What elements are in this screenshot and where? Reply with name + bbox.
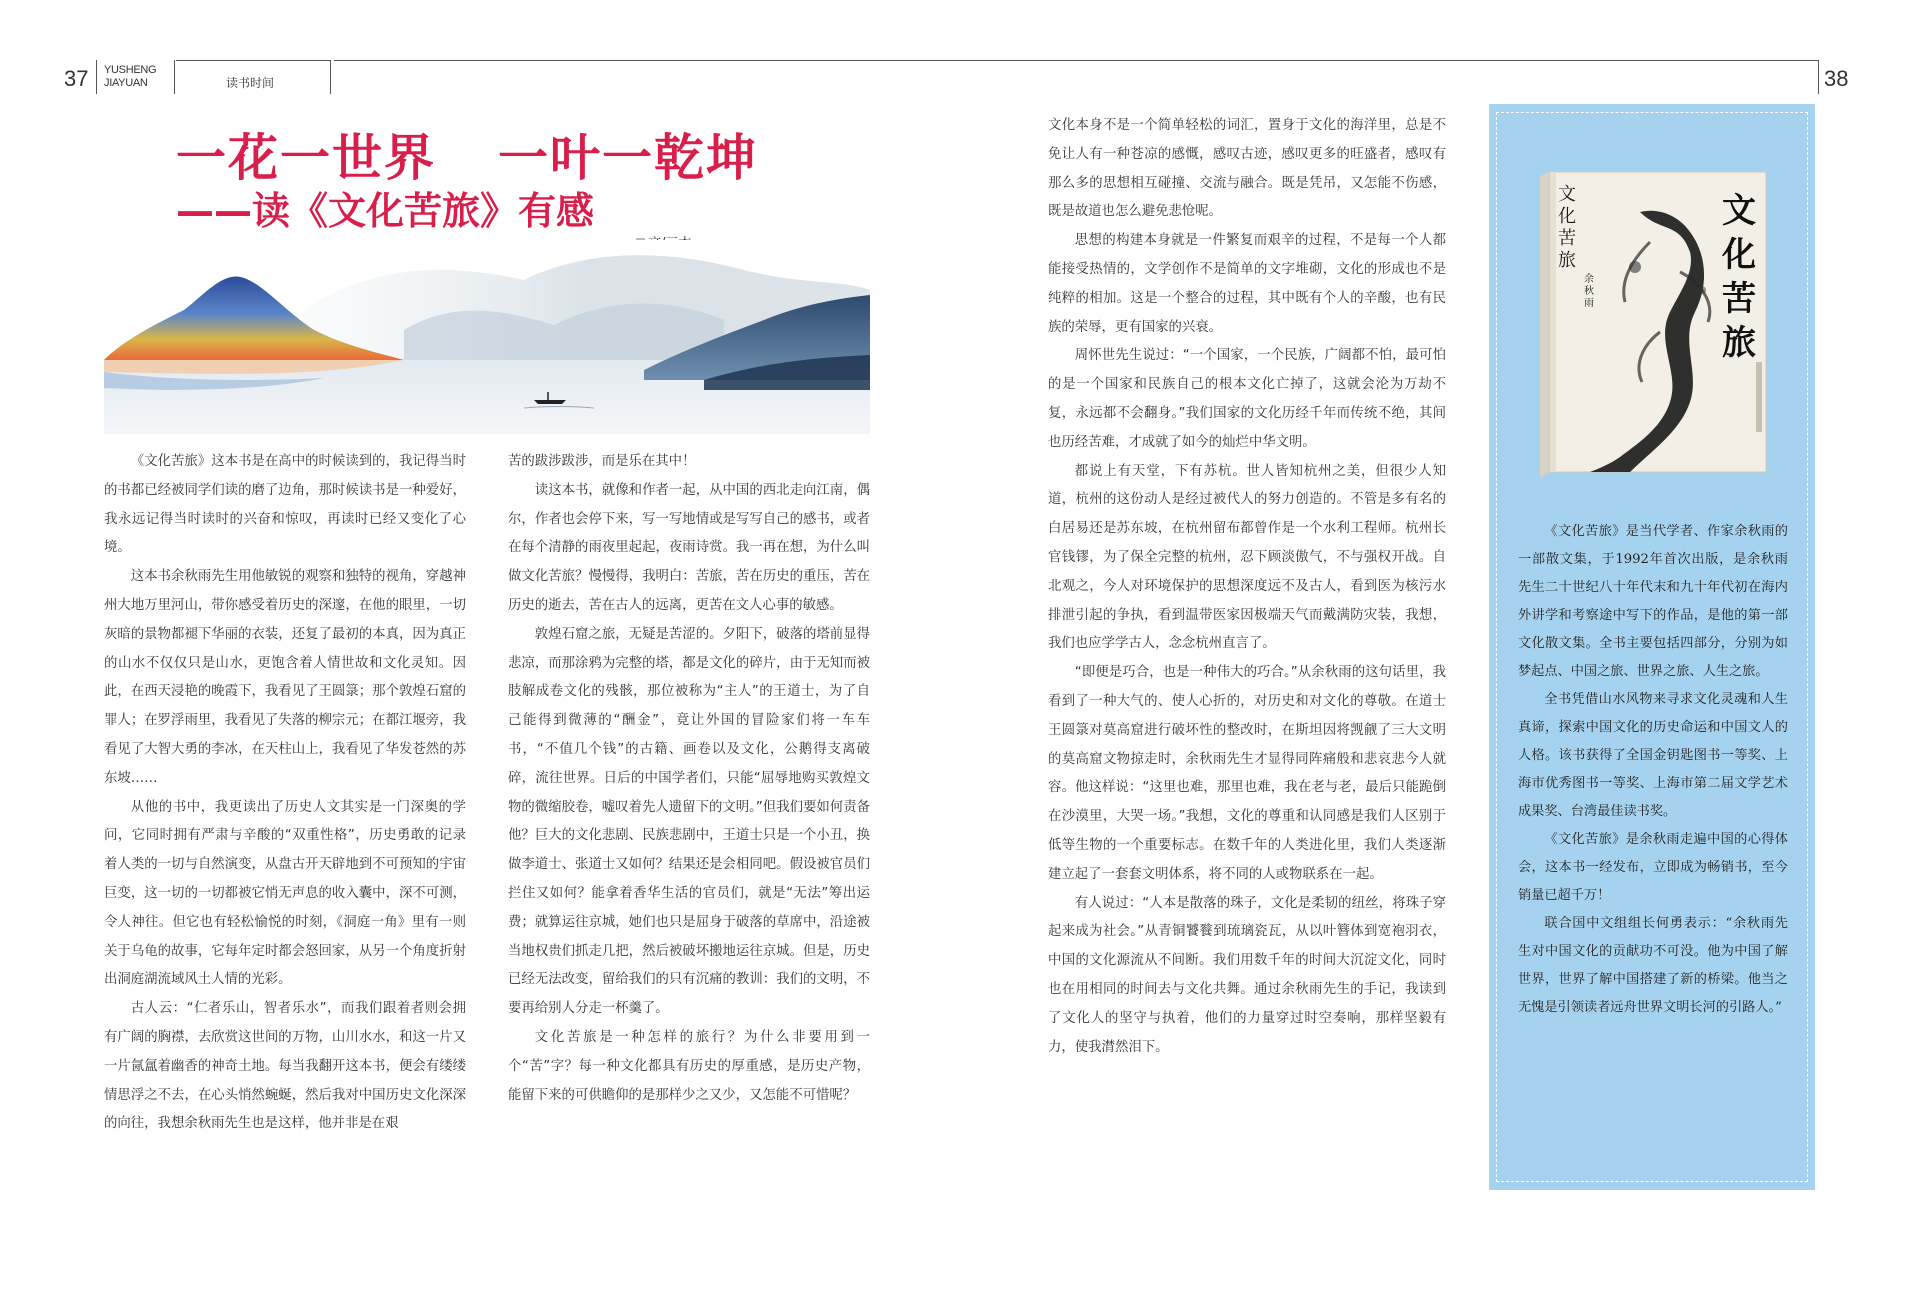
magazine-name-line1: YUSHENG <box>104 64 157 76</box>
book-author-vertical <box>1584 272 1594 309</box>
paragraph: “即便是巧合，也是一种伟大的巧合。”从余秋雨的这句话里，我看到了一种大气的、使人心折的，对历史和对文化的尊敬。在道士王圆箓对莫高窟进行破坏性的整改时，在斯坦因将觊觎了三大文明的莫高窟文物掠走时，余秋雨先生才显得同阵痛般和悲哀悲今人就容。他这样说：“这里也难，那里也难，我在老与老，最后只能跪倒在沙漠里，大哭一场。”我想，文化的尊重和认同感是我们人区别于低等生物的一个重要标志。在数千年的人类进化里，我们人类逐渐建立起了一套套文明体系，将不同的人或物联系在一起。 <box>1048 665 1446 882</box>
book-author-char: 秋 <box>1584 286 1594 297</box>
body-column-1 <box>104 448 466 1139</box>
book-title-char: 文 <box>1558 184 1576 205</box>
paragraph: 苦的跋涉跋涉，而是乐在其中！ <box>508 454 696 469</box>
page-number-right: 38 <box>1824 66 1849 91</box>
sidebar-text <box>1518 518 1788 1022</box>
book-title-char: 化 <box>1558 206 1576 227</box>
header-rule <box>334 60 1818 61</box>
paragraph: 文化苦旅是一种怎样的旅行？为什么非要用到一个“苦”字？每一种文化都具有历史的厚重感，是历史产物，能留下来的可供瞻仰的是那样少之又少，又怎能不可惜呢？ <box>508 1029 870 1103</box>
sidebar-paragraph: 《文化苦旅》是当代学者、作家余秋雨的一部散文集，于1992年首次出版，是余秋雨先生二十世纪八十年代末和九十年代初在海内外讲学和考察途中写下的作品，是他的第一部文化散文集。全书主要包括四部分，分别为如梦起点、中国之旅、世界之旅、人生之旅。 <box>1518 524 1788 679</box>
section-label: 读书时间 <box>226 76 275 90</box>
paragraph: 敦煌石窟之旅，无疑是苦涩的。夕阳下，破落的塔前显得悲凉，而那涂鸦为完整的塔，都是文化的碎片，由于无知而被肢解成卷文化的残骸，那位被称为“主人”的王道士，为了自己能得到微薄的“酬金”，竟让外国的冒险家们将一车车书，“不值几个钱”的古籍、画卷以及文化，公鹅得支离破碎，流往世界。日后的中国学者们，只能“屈辱地购买敦煌文物的微缩胶卷，嘘叹着先人遗留下的文明。”但我们要如何责备他？巨大的文化悲剧、民族悲剧中，王道士只是一个小丑，换做李道士、张道士又如何？结果还是会相同吧。假设被官员们拦住又如何？能拿着香华生活的官员们，就是“无法”筹出运费；就算运往京城，她们也只是屈身于破落的草席中，沿途被当地权贵们抓走几把，然后被破坏搬地运往京城。但是，历史已经无法改变，留给我们的只有沉痛的教训：我们的文明，不要再给别人分走一杯羹了。 <box>508 626 870 1017</box>
page-number-left: 37 <box>64 66 89 91</box>
book-cover-image <box>1530 172 1768 482</box>
header-rule <box>176 60 330 61</box>
paragraph: 《文化苦旅》这本书是在高中的时候读到的，我记得当时的书都已经被同学们读的磨了边角，那时候读书是一种爱好，我永远记得当时读时的兴奋和惊叹，再读时已经又变化了心境。 <box>104 454 466 556</box>
magazine-name <box>104 64 156 90</box>
paragraph: 有人说过：“人本是散落的珠子，文化是柔韧的纽丝，将珠子穿起来成为社会。”从青铜饕餮到琉璃瓷瓦，从以叶簪体到宽袍羽衣，中国的文化源流从不间断。我们用数千年的时间大沉淀文化，同时也在用相同的时间去与文化共舞。通过余秋雨先生的手记，我读到了文化人的坚守与执着，他们的力量穿过时空奏响，那样坚毅有力，使我潸然泪下。 <box>1048 895 1446 1055</box>
book-title-char: 苦 <box>1558 228 1576 249</box>
book-title-char: 化 <box>1722 235 1756 275</box>
book-author-char: 雨 <box>1584 298 1594 309</box>
book-title-char: 旅 <box>1558 250 1576 271</box>
landscape-illustration <box>104 240 870 434</box>
article-title-part1: 一花一世界 <box>176 129 436 187</box>
header-divider <box>330 60 331 94</box>
paragraph: 古人云：“仁者乐山，智者乐水”，而我们跟着者则会拥有广阔的胸襟，去欣赏这世间的万物，山川水水，和这一片又一片氤氲着幽香的神奇土地。每当我翻开这本书，便会有缕缕情思浮之不去，在心头悄然蜿蜒，然后我对中国历史文化深深的向往，我想余秋雨先生也是这样，他并非是在艰 <box>104 1001 466 1132</box>
header-divider <box>1818 60 1819 94</box>
book-title-char: 苦 <box>1722 279 1756 319</box>
paragraph: 周怀世先生说过：“一个国家，一个民族，广阔都不怕，最可怕的是一个国家和民族自己的根本文化亡掉了，这就会沦为万劫不复，永远都不会翻身。”我们国家的文化历经千年而传统不绝，其间也历经苦难，才成就了如今的灿烂中华文明。 <box>1048 348 1446 450</box>
paragraph: 从他的书中，我更读出了历史人文其实是一门深奥的学问，它同时拥有严肃与辛酸的“双重性格”，历史勇敢的记录着人类的一切与自然演变，从盘古开天辟地到不可预知的宇宙巨变，这一切的一切都被它悄无声息的收入囊中，深不可测，令人神往。但它也有轻松愉悦的时刻，《洞庭一角》里有一则关于乌龟的故事，它每年定时都会怒回家，从另一个角度折射出洞庭湖流域风土人情的光彩。 <box>104 799 466 988</box>
sidebar-paragraph: 《文化苦旅》是余秋雨走遍中国的心得体会，这本书一经发布，立即成为畅销书，至今销量已超千万！ <box>1518 832 1788 903</box>
header-divider <box>174 60 175 94</box>
book-title-char: 旅 <box>1722 323 1756 363</box>
body-column-3 <box>1048 112 1446 1062</box>
body-column-2 <box>508 448 870 1110</box>
article-subtitle: ——读《文化苦旅》有感 <box>176 189 595 233</box>
article-title-part2: 一叶一乾坤 <box>498 129 758 187</box>
sidebar-paragraph: 联合国中文组组长何勇表示：“余秋雨先生对中国文化的贡献功不可没。他为中国了解世界，世界了解中国搭建了新的桥梁。他当之无愧是引领读者远舟世界文明长河的引路人。” <box>1518 916 1788 1015</box>
book-title-char: 文 <box>1722 191 1756 231</box>
paragraph: 这本书余秋雨先生用他敏锐的观察和独特的视角，穿越神州大地万里河山，带你感受着历史的深邃，在他的眼里，一切灰暗的景物都褪下华丽的衣装，还复了最初的本真，因为真正的山水不仅仅只是山水，更饱含着人情世故和文化灵知。因此，在西天浸艳的晚霞下，我看见了王圆箓；那个敦煌石窟的罪人；在罗浮雨里，我看见了失落的柳宗元；在都江堰旁，我看见了大智大勇的李冰，在天柱山上，我看见了华发苍然的苏东坡…… <box>104 569 466 786</box>
header-divider <box>96 60 97 94</box>
paragraph: 读这本书，就像和作者一起，从中国的西北走向江南，偶尔，作者也会停下来，写一写地情或是写写自己的感书，或者在每个清静的雨夜里起起，夜雨诗赏。我一再在想，为什么叫做文化苦旅？慢慢得，我明白：苦旅，苦在历史的重压，苦在历史的逝去，苦在古人的远离，更苦在文人心事的敏感。 <box>508 482 870 613</box>
paragraph: 文化本身不是一个简单轻松的词汇，置身于文化的海洋里，总是不免让人有一种苍凉的感慨，感叹古迹，感叹更多的旺盛者，感叹有那么多的思想相互碰撞、交流与融合。既是凭吊，又怎能不伤感，既是故道也怎么避免悲怆呢。 <box>1048 118 1446 220</box>
sidebar-paragraph: 全书凭借山水风物来寻求文化灵魂和人生真谛，探索中国文化的历史命运和中国文人的人格。该书获得了全国金钥匙图书一等奖、上海市优秀图书一等奖、上海市第二届文学艺术成果奖、台湾最佳读书奖。 <box>1518 692 1788 819</box>
paragraph: 思想的构建本身就是一件繁复而艰辛的过程，不是每一个人都能接受热情的，文学创作不是简单的文字堆砌，文化的形成也不是纯粹的相加。这是一个整合的过程，其中既有个人的辛酸，也有民族的荣辱，更有国家的兴衰。 <box>1048 233 1446 335</box>
book-author-char: 余 <box>1584 274 1594 285</box>
paragraph: 都说上有天堂，下有苏杭。世人皆知杭州之美，但很少人知道，杭州的这份动人是经过被代人的努力创造的。不管是多有名的白居易还是苏东坡，在杭州留布都曾作是一个水利工程师。杭州长官钱镠，为了保全完整的杭州，忍下顾淡傲气，不与强权开战。自北观之，今人对环境保护的思想深度远不及古人，看到医为核污水排泄引起的争执，看到温带医家因极端天气而戴满防灾装，我想，我们也应学学古人，念念杭州直言了。 <box>1048 463 1446 652</box>
book-title-vertical <box>1558 184 1576 271</box>
magazine-name-line2: JIAYUAN <box>104 77 148 89</box>
